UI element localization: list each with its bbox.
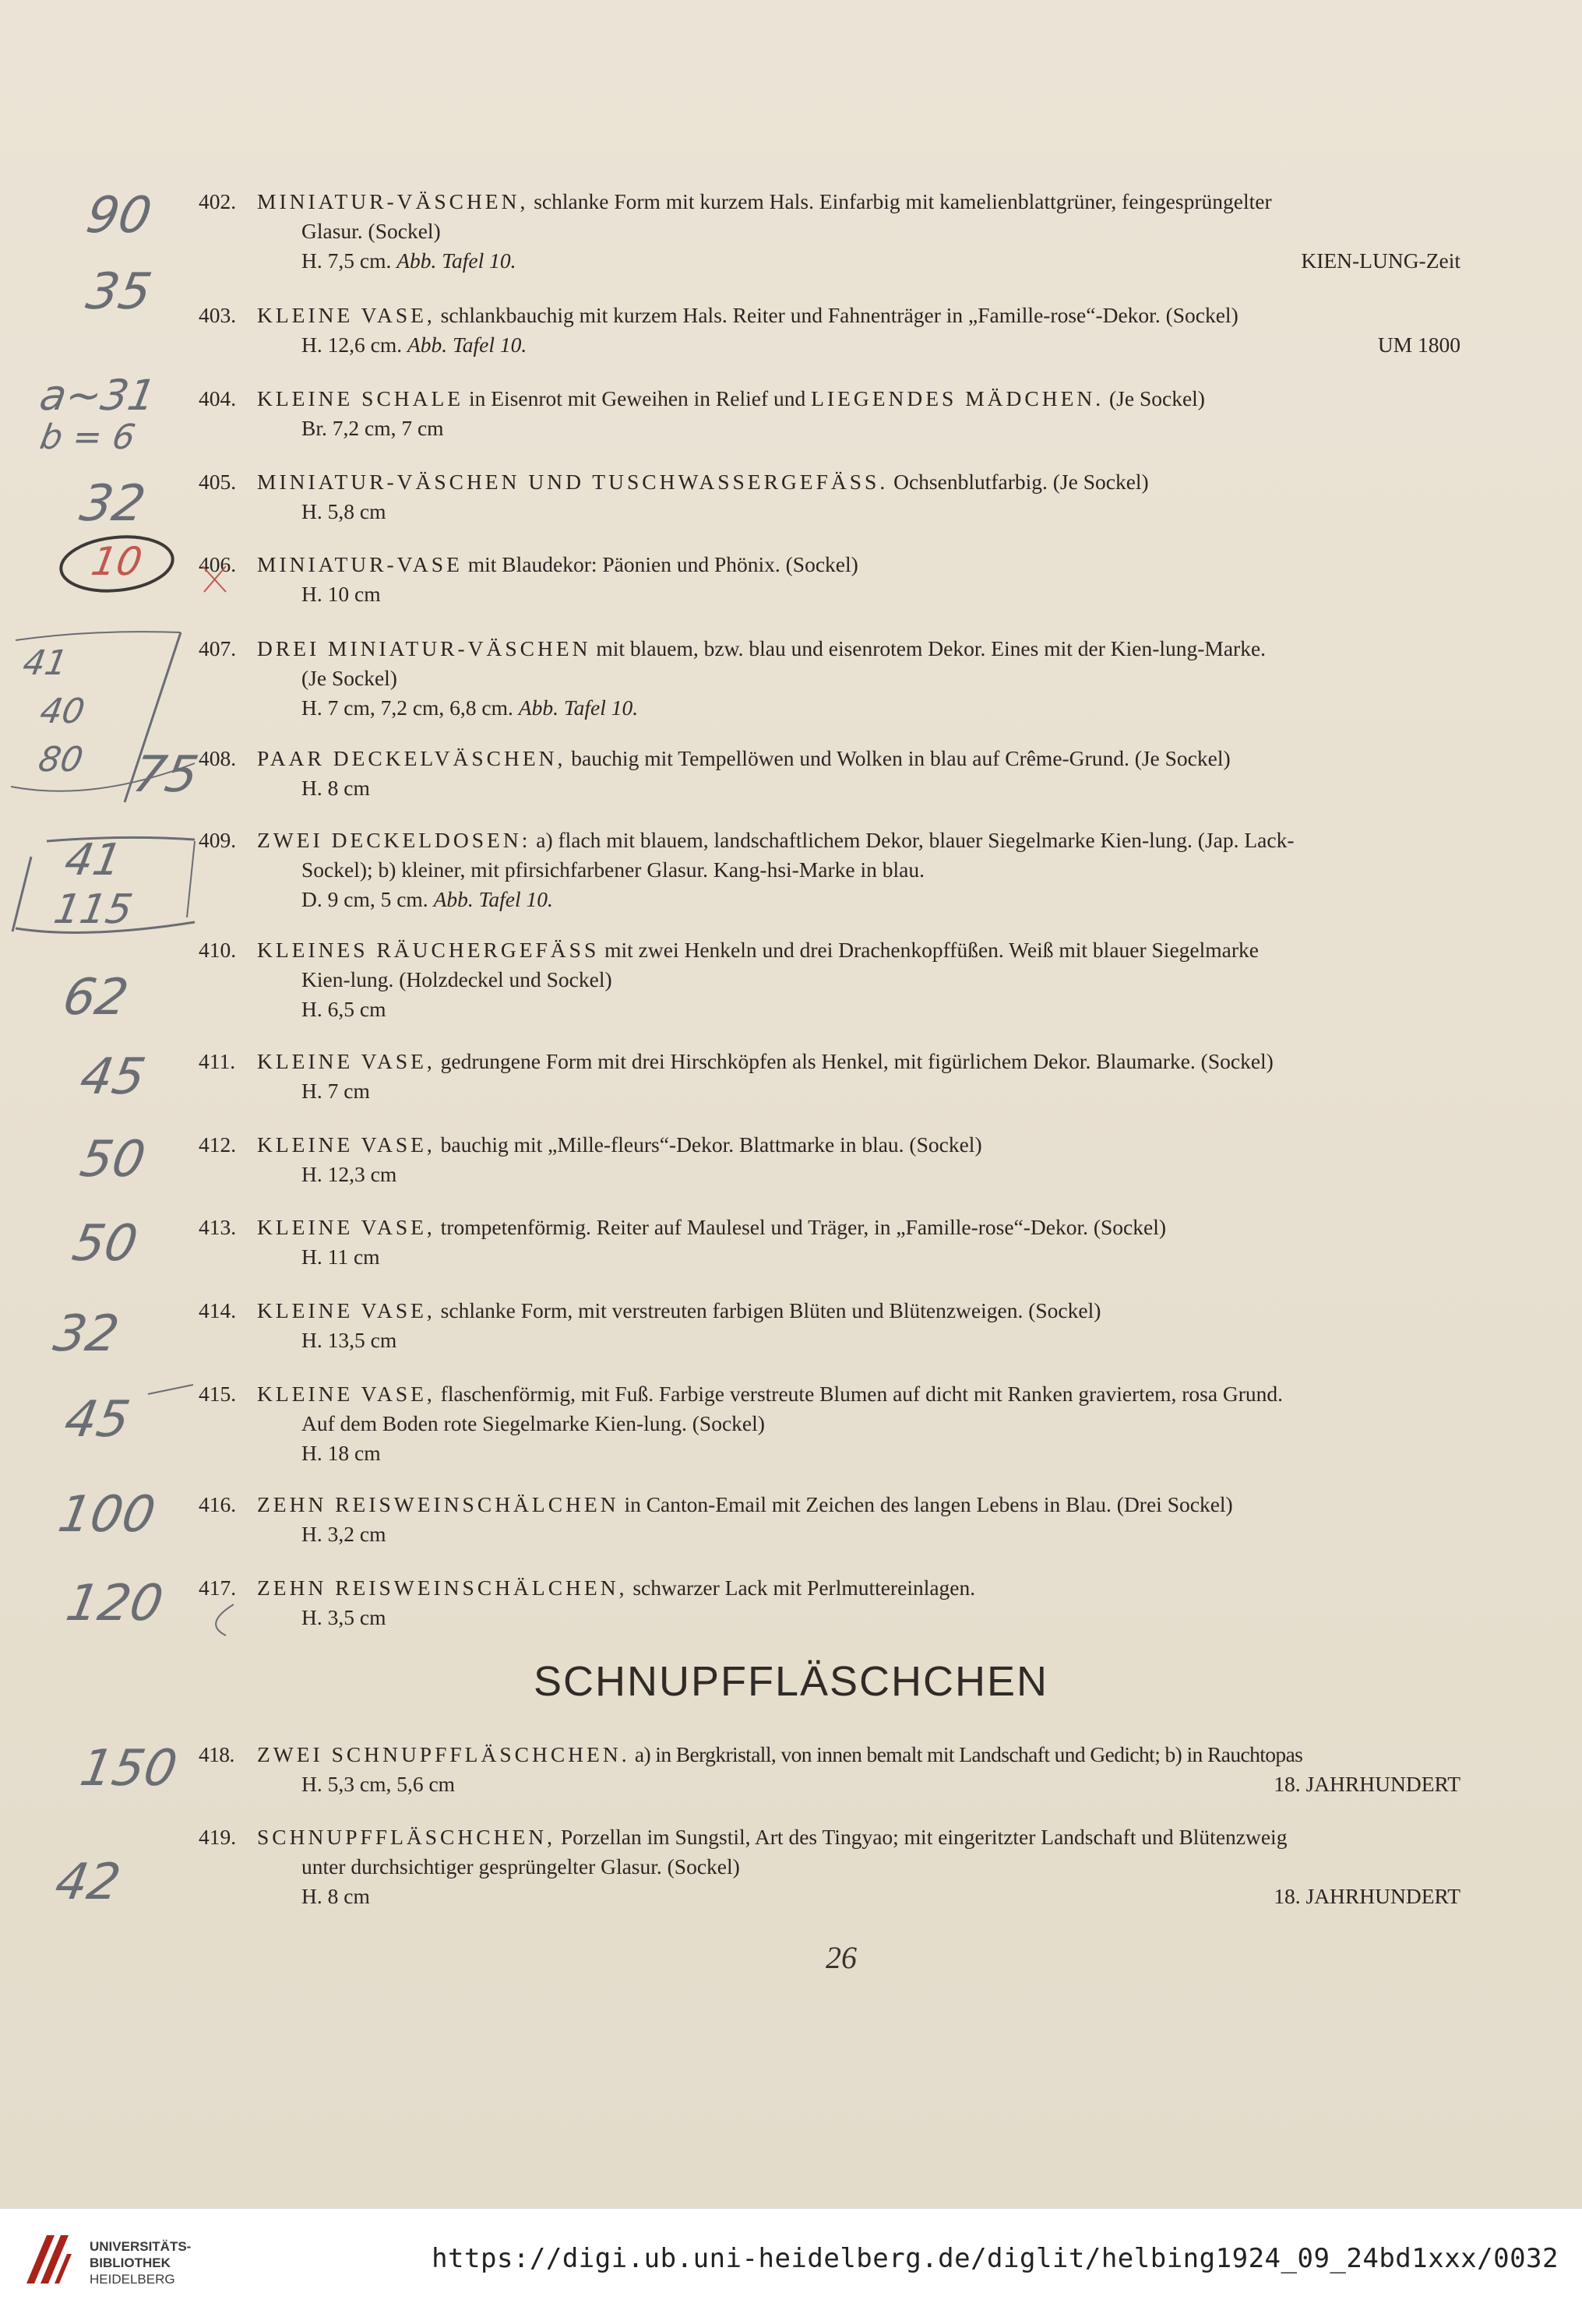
entry-plate-ref: Abb. Tafel 10. (518, 695, 639, 720)
viewer-footer (0, 2208, 1582, 2324)
entry-description: mit Blaudekor: Päonien und Phönix. (Sockel) (462, 552, 858, 576)
entry-title: KLEINE VASE, (257, 1215, 435, 1239)
entry-dimensions: H. 5,8 cm (301, 499, 386, 523)
entry-dimensions: H. 7,5 cm. (301, 248, 392, 273)
margin-note-416: 100 (54, 1486, 160, 1544)
entry-number: 419. (199, 1825, 237, 1849)
entry-description: a) in Bergkristall, von innen bemalt mit Landschaft und Gedicht; b) in Rauchtopas (629, 1742, 1303, 1766)
entry-description: bauchig mit Tempellöwen und Wolken in blau auf Crême-Grund. (Je Sockel) (566, 746, 1231, 770)
entry-description-cont: (Je Sockel) (301, 666, 397, 690)
catalog-entry-415 (199, 1379, 1460, 1468)
section-heading: SCHNUPFFLÄSCHCHEN (533, 1658, 1049, 1705)
entry-description: mit zwei Henkeln und drei Drachenkopffüßen. Weiß mit blauer Siegelmarke (599, 938, 1259, 962)
margin-note-404b: b = 6 (37, 417, 139, 457)
margin-note-411: 45 (76, 1048, 150, 1106)
library-name: UNIVERSITÄTS- BIBLIOTHEK HEIDELBERG (90, 2239, 192, 2287)
margin-note-407c: 80 (35, 740, 86, 780)
catalog-entry-409 (199, 826, 1460, 914)
permalink-url[interactable]: https://digi.ub.uni-heidelberg.de/diglit/helbing1924_09_24bd1xxx/0032 (432, 2243, 1559, 2274)
entry-number: 406. (199, 552, 237, 576)
entry-period: 18. JAHRHUNDERT (1274, 1772, 1460, 1796)
entry-description: Porzellan im Sungstil, Art des Tingyao; mit eingeritzter Landschaft und Blütenzweig (555, 1825, 1288, 1849)
margin-note-415: 45 (60, 1391, 134, 1449)
entry-dimensions: H. 7 cm, 7,2 cm, 6,8 cm. (301, 695, 513, 720)
entry-number: 418. (199, 1742, 234, 1766)
entry-period: 18. JAHRHUNDERT (1274, 1884, 1460, 1908)
entry-dimensions: H. 12,3 cm (301, 1162, 397, 1186)
margin-note-418: 150 (76, 1740, 181, 1798)
entry-title: ZEHN REISWEINSCHÄLCHEN, (257, 1576, 628, 1600)
entry-dimensions: H. 10 cm (301, 582, 381, 606)
entry-description: schlanke Form mit kurzem Hals. Einfarbig mit kamelienblattgrüner, feingesprüngelter (528, 189, 1272, 213)
entry-number: 404. (199, 386, 237, 410)
page-number: 26 (826, 1940, 857, 1975)
margin-note-406: 10 (87, 539, 146, 584)
entry-title: ZWEI DECKELDOSEN: (257, 828, 531, 852)
entry-number: 413. (199, 1215, 237, 1239)
margin-note-403: 35 (82, 263, 156, 321)
catalog-entry-417 (199, 1573, 1460, 1632)
entry-title: KLEINES RÄUCHERGEFÄSS (257, 938, 600, 962)
library-logo-icon (23, 2232, 78, 2287)
margin-note-408: 75 (129, 746, 203, 804)
entry-number: 410. (199, 938, 237, 962)
margin-note-419: 42 (51, 1854, 125, 1911)
entry-plate-ref: Abb. Tafel 10. (396, 248, 516, 273)
entry-description: trompetenförmig. Reiter auf Maulesel und Träger, in „Famille-rose“-Dekor. (Sockel) (435, 1215, 1167, 1239)
entry-description: schlanke Form, mit verstreuten farbigen Blüten und Blütenzweigen. (Sockel) (435, 1298, 1101, 1322)
entry-dimensions: H. 11 cm (301, 1245, 380, 1269)
entry-description-cont: Kien-lung. (Holzdeckel und Sockel) (301, 967, 612, 991)
entry-description: in Eisenrot mit Geweihen in Relief und (463, 386, 812, 410)
entry-title: KLEINE VASE, (257, 1298, 435, 1322)
entry-title: PAAR DECKELVÄSCHEN, (257, 746, 566, 770)
catalog-entry-405 (199, 467, 1460, 526)
margin-note-407b: 40 (37, 692, 88, 731)
entry-period: KIEN-LUNG-Zeit (1301, 248, 1460, 273)
entry-dimensions: H. 5,3 cm, 5,6 cm (301, 1772, 456, 1796)
entry-dimensions: H. 3,5 cm (301, 1605, 386, 1629)
entry-description: gedrungene Form mit drei Hirschköpfen als Henkel, mit figürlichem Dekor. Blaumarke. (Sockel) (435, 1049, 1274, 1073)
entry-title: DREI MINIATUR-VÄSCHEN (257, 636, 591, 660)
entry-plate-ref: Abb. Tafel 10. (433, 887, 553, 911)
entry-title: KLEINE VASE, (257, 1382, 435, 1406)
margin-note-412: 50 (76, 1131, 150, 1188)
entry-number: 411. (199, 1049, 236, 1073)
catalog-entry-413 (199, 1213, 1460, 1272)
entry-dimensions: H. 8 cm (301, 1884, 370, 1908)
entry-title: MINIATUR-VÄSCHEN UND TUSCHWASSERGEFÄSS. (257, 470, 889, 494)
entry-number: 407. (199, 636, 237, 660)
margin-note-407a: 41 (19, 643, 71, 683)
margin-note-414: 32 (49, 1305, 123, 1363)
catalog-entry-418 (199, 1740, 1460, 1799)
entry-title: SCHNUPFFLÄSCHCHEN, (257, 1825, 555, 1849)
entry-dimensions: H. 8 cm (301, 776, 370, 800)
entry-description-cont: Sockel); b) kleiner, mit pfirsichfarbener Glasur. Kang-hsi-Marke in blau. (301, 857, 925, 882)
entry-number: 403. (199, 303, 237, 327)
entry-dimensions: H. 7 cm (301, 1079, 370, 1103)
entry-number: 412. (199, 1132, 237, 1157)
entry-description-cont: unter durchsichtiger gesprüngelter Glasur. (Sockel) (301, 1854, 740, 1879)
catalog-entry-411 (199, 1047, 1460, 1106)
entry-plate-ref: Abb. Tafel 10. (407, 333, 527, 357)
entry-description: mit blauem, bzw. blau und eisenrotem Dekor. Eines mit der Kien-lung-Marke. (590, 636, 1267, 660)
entry-description: flaschenförmig, mit Fuß. Farbige verstreute Blumen auf dicht mit Ranken graviertem, rosa Grund. (435, 1382, 1284, 1406)
entry-description: bauchig mit „Mille-fleurs“-Dekor. Blattmarke in blau. (Sockel) (435, 1132, 982, 1157)
entry-title: KLEINE VASE, (257, 1132, 435, 1157)
entry-title: KLEINE SCHALE (257, 386, 464, 410)
catalog-entry-412 (199, 1130, 1460, 1189)
entry-number: 414. (199, 1298, 237, 1322)
catalog-entry-419 (199, 1822, 1460, 1911)
margin-note-404a: a~31 (36, 371, 160, 420)
entry-number: 405. (199, 470, 237, 494)
entry-number: 402. (199, 189, 237, 213)
entry-title: ZEHN REISWEINSCHÄLCHEN (257, 1492, 619, 1516)
entry-dimensions: H. 3,2 cm (301, 1522, 386, 1546)
entry-number: 415. (199, 1382, 237, 1406)
entry-period: UM 1800 (1377, 333, 1460, 357)
entry-description: schwarzer Lack mit Perlmuttereinlagen. (627, 1576, 976, 1600)
margin-note-402: 90 (82, 187, 156, 245)
entry-dimensions: H. 6,5 cm (301, 997, 386, 1021)
entry-title: MINIATUR-VÄSCHEN, (257, 189, 529, 213)
margin-notes (0, 0, 203, 2208)
entry-dimensions: H. 12,6 cm. (301, 333, 403, 357)
entry-description-2: (Je Sockel) (1104, 386, 1205, 410)
entry-title: KLEINE VASE, (257, 303, 435, 327)
entry-number: 408. (199, 746, 237, 770)
entry-description-cont: Auf dem Boden rote Siegelmarke Kien-lung. (Sockel) (301, 1411, 765, 1435)
catalog-entry-408 (199, 744, 1460, 803)
entry-number: 417. (199, 1576, 237, 1600)
entry-dimensions: H. 18 cm (301, 1441, 381, 1465)
margin-note-409a: 41 (61, 835, 125, 886)
entry-description-cont: Glasur. (Sockel) (301, 219, 441, 243)
entry-title: KLEINE VASE, (257, 1049, 435, 1073)
entry-dimensions: D. 9 cm, 5 cm. (301, 887, 428, 911)
entry-description: in Canton-Email mit Zeichen des langen Lebens in Blau. (Drei Sockel) (618, 1492, 1233, 1516)
catalog-entry-416 (199, 1490, 1460, 1549)
entry-title: ZWEI SCHNUPFFLÄSCHCHEN. (257, 1742, 630, 1766)
catalog-entry-406 (199, 550, 1460, 609)
catalog-entry-410 (199, 935, 1460, 1024)
catalog-entry-414 (199, 1296, 1460, 1355)
margin-note-410: 62 (58, 969, 132, 1026)
margin-note-409b: 115 (50, 886, 136, 933)
entry-description: schlankbauchig mit kurzem Hals. Reiter und Fahnenträger in „Famille-rose“-Dekor. (Sockel) (435, 303, 1238, 327)
entry-title: MINIATUR-VASE (257, 552, 463, 576)
entry-dimensions: H. 13,5 cm (301, 1328, 397, 1352)
entry-dimensions: Br. 7,2 cm, 7 cm (301, 416, 444, 440)
catalog-entry-402 (199, 187, 1460, 276)
catalog-entry-407 (199, 634, 1460, 723)
margin-note-405: 32 (76, 475, 150, 533)
margin-note-417: 120 (62, 1575, 167, 1632)
entry-description: a) flach mit blauem, landschaftlichem Dekor, blauer Siegelmarke Kien-lung. (Jap. Lack- (530, 828, 1295, 852)
entry-number: 416. (199, 1492, 237, 1516)
margin-note-413: 50 (68, 1215, 142, 1273)
catalog-entry-403 (199, 301, 1460, 360)
entry-title-2: LIEGENDES MÄDCHEN. (811, 386, 1105, 410)
catalog-entry-404 (199, 384, 1460, 443)
entry-number: 409. (199, 828, 237, 852)
entry-description: Ochsenblutfarbig. (Je Sockel) (888, 470, 1149, 494)
